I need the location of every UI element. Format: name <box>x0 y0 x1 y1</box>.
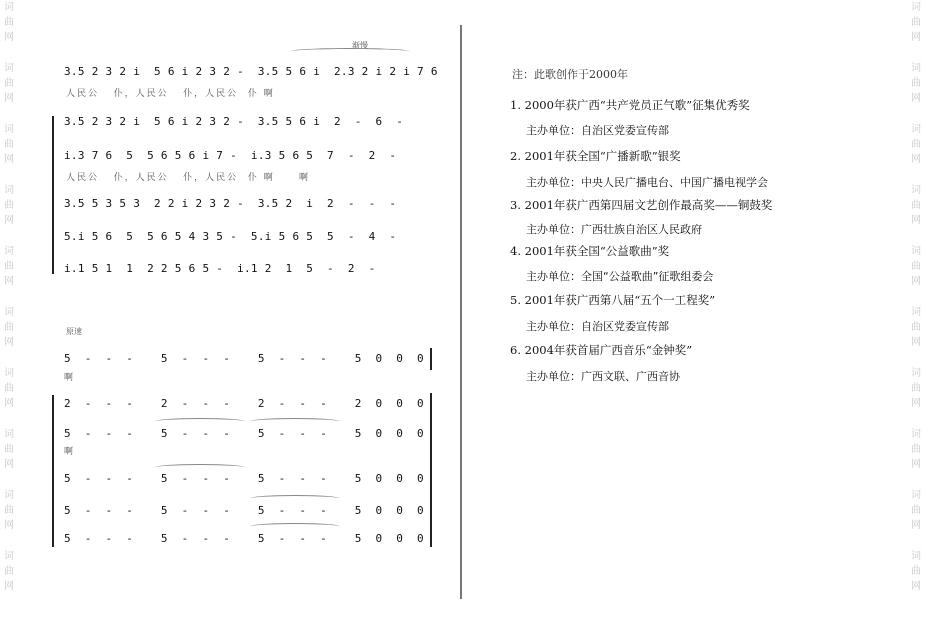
award-item-5: 5. 2001年获广西第八届“五个一工程奖” <box>510 293 716 307</box>
watermark-char: 网 <box>911 215 921 226</box>
system-brace-2 <box>52 395 54 547</box>
watermark-char: 网 <box>4 276 14 287</box>
watermark-char: 词 <box>911 490 921 501</box>
watermark-char: 词 <box>911 368 921 379</box>
award-item-3: 3. 2001年获广西第四届文艺创作最高奖——铜鼓奖 <box>510 198 773 212</box>
award-org-6: 主办单位：广西文联、广西音协 <box>526 370 680 383</box>
watermark-group <box>909 549 923 594</box>
watermark-group <box>909 122 923 167</box>
score-line-1: 3.5 2 3 2 i 5 6 i 2 3 2 - 3.5 5 6 i 2.3 2 i 2 i 7 6 <box>64 65 438 78</box>
score2-line-4: 5 - - - 5 - - - 5 - - - 5 0 0 0 <box>64 472 424 485</box>
watermark-char: 曲 <box>911 383 921 394</box>
score2-line-1: 5 - - - 5 - - - 5 - - - 5 0 0 0 <box>64 352 424 365</box>
watermark-group <box>909 183 923 228</box>
watermark-group <box>909 488 923 533</box>
watermark-char: 曲 <box>911 566 921 577</box>
notes-heading: 注：此歌创作于2000年 <box>512 68 628 81</box>
watermark-char: 网 <box>4 93 14 104</box>
watermark-char: 曲 <box>911 139 921 150</box>
watermark-char: 词 <box>911 185 921 196</box>
watermark-char: 词 <box>4 185 14 196</box>
watermark-char: 曲 <box>4 322 14 333</box>
score-line-6: i.1 5 1 1 2 2 5 6 5 - i.1 2 1 5 - 2 - <box>64 262 376 275</box>
watermark-char: 曲 <box>4 139 14 150</box>
watermark-char: 曲 <box>4 383 14 394</box>
award-org-1: 主办单位：自治区党委宣传部 <box>526 124 669 137</box>
watermark-char: 词 <box>911 307 921 318</box>
watermark-char: 曲 <box>911 322 921 333</box>
watermark-char: 词 <box>4 307 14 318</box>
watermark-char: 词 <box>911 246 921 257</box>
score-page <box>0 0 460 624</box>
watermark-group <box>909 427 923 472</box>
award-item-6: 6. 2004年获首届广西音乐“金钟奖” <box>510 343 693 357</box>
award-org-3: 主办单位：广西壮族自治区人民政府 <box>526 223 702 236</box>
score2-line-3: 5 - - - 5 - - - 5 - - - 5 0 0 0 <box>64 427 424 440</box>
watermark-char: 网 <box>4 215 14 226</box>
barline-end-1 <box>430 348 432 370</box>
watermark-char: 网 <box>4 398 14 409</box>
score2-line-6: 5 - - - 5 - - - 5 - - - 5 0 0 0 <box>64 532 424 545</box>
watermark-char: 网 <box>4 337 14 348</box>
watermark-char: 词 <box>911 124 921 135</box>
award-item-1: 1. 2000年获广西“共产党员正气歌”征集优秀奖 <box>510 98 750 112</box>
watermark-char: 词 <box>4 490 14 501</box>
score2-line-5: 5 - - - 5 - - - 5 - - - 5 0 0 0 <box>64 504 424 517</box>
slur <box>250 418 340 425</box>
watermark-char: 网 <box>4 581 14 592</box>
watermark-char: 网 <box>911 459 921 470</box>
watermark-char: 网 <box>911 93 921 104</box>
score-line-5: 5.i 5 6 5 5 6 5 4 3 5 - 5.i 5 6 5 5 - 4 - <box>64 230 397 243</box>
lyric-line-1: 人民公 仆，人民公 仆，人民公 仆 啊 <box>66 89 275 99</box>
watermark-char: 网 <box>911 337 921 348</box>
watermark-char: 网 <box>911 520 921 531</box>
watermark-char: 网 <box>911 398 921 409</box>
watermark-char: 曲 <box>4 17 14 28</box>
watermark-char: 曲 <box>4 505 14 516</box>
watermark-char: 曲 <box>911 200 921 211</box>
watermark-char: 曲 <box>4 566 14 577</box>
lyric-line-2: 人民公 仆，人民公 仆，人民公 仆 啊 啊 <box>66 173 311 183</box>
watermark-char: 曲 <box>4 200 14 211</box>
watermark-char: 网 <box>911 154 921 165</box>
watermark-char: 网 <box>911 276 921 287</box>
watermark-char: 词 <box>4 2 14 13</box>
watermark-char: 词 <box>911 2 921 13</box>
watermark-char: 词 <box>4 246 14 257</box>
award-org-4: 主办单位：全国“公益歌曲”征歌组委会 <box>526 270 714 283</box>
award-item-4: 4. 2001年获全国“公益歌曲”奖 <box>510 244 670 258</box>
watermark-char: 网 <box>4 459 14 470</box>
watermark-group <box>909 0 923 45</box>
watermark-char: 词 <box>911 551 921 562</box>
tempo-mark-bottom: 原速 <box>66 327 82 336</box>
watermark-char: 曲 <box>911 17 921 28</box>
award-org-5: 主办单位：自治区党委宣传部 <box>526 320 669 333</box>
watermark-char: 网 <box>4 32 14 43</box>
watermark-char: 曲 <box>911 261 921 272</box>
watermark-char: 网 <box>4 520 14 531</box>
slur <box>250 523 340 530</box>
watermark-char: 词 <box>4 63 14 74</box>
system-brace-1 <box>52 116 54 274</box>
watermark-char: 词 <box>911 429 921 440</box>
watermark-char: 曲 <box>911 444 921 455</box>
watermark-char: 网 <box>4 154 14 165</box>
watermark-char: 网 <box>911 32 921 43</box>
watermark-char: 曲 <box>911 78 921 89</box>
award-org-2: 主办单位：中央人民广播电台、中国广播电视学会 <box>526 176 768 189</box>
slur <box>290 48 410 55</box>
watermark-group <box>909 244 923 289</box>
lyric2-line-2: 啊 <box>64 447 76 457</box>
barline-end-2 <box>430 393 432 547</box>
watermark-char: 词 <box>4 124 14 135</box>
award-item-2: 2. 2001年获全国“广播新歌”银奖 <box>510 149 681 163</box>
score-line-3: i.3 7 6 5 5 6 5 6 i 7 - i.3 5 6 5 7 - 2 - <box>64 149 397 162</box>
watermark-char: 词 <box>4 429 14 440</box>
watermark-char: 曲 <box>4 261 14 272</box>
score2-line-2: 2 - - - 2 - - - 2 - - - 2 0 0 0 <box>64 397 424 410</box>
watermark-char: 词 <box>4 551 14 562</box>
slur <box>155 464 245 471</box>
score-line-4: 3.5 5 3 5 3 2 2 i 2 3 2 - 3.5 2 i 2 - - - <box>64 197 397 210</box>
slur <box>155 418 245 425</box>
watermark-right <box>909 0 923 624</box>
watermark-char: 网 <box>911 581 921 592</box>
watermark-char: 词 <box>4 368 14 379</box>
slur <box>250 495 340 502</box>
tempo-mark-top: 渐慢 <box>352 41 368 50</box>
page-divider <box>460 25 462 599</box>
watermark-char: 曲 <box>911 505 921 516</box>
watermark-char: 曲 <box>4 78 14 89</box>
watermark-group <box>909 305 923 350</box>
watermark-char: 词 <box>911 63 921 74</box>
watermark-group <box>909 366 923 411</box>
watermark-char: 曲 <box>4 444 14 455</box>
score-line-2: 3.5 2 3 2 i 5 6 i 2 3 2 - 3.5 5 6 i 2 - 6 - <box>64 115 404 128</box>
watermark-group <box>909 61 923 106</box>
lyric2-line-1: 啊 <box>64 373 76 383</box>
